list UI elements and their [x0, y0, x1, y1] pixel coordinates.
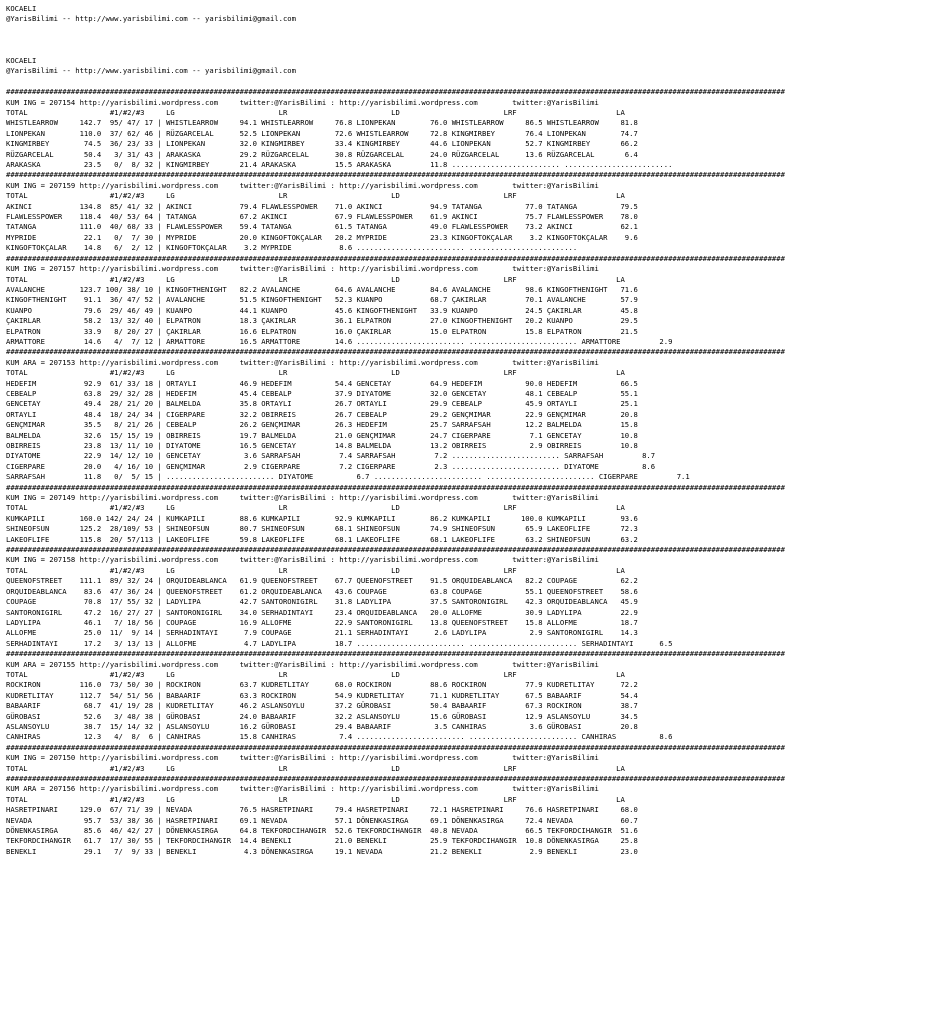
report-line: DÖNENKASIRGA 85.6 46/ 42/ 27 | DÖNENKASIRGA 64.8 TEKFORDCIHANGIR 52.6 TEKFORDCIHANGIR 40.8 NEVADA 66.5 TEKFORDCIHANGIR 51.6: [6, 826, 638, 836]
report-line: GENÇMIMAR 35.5 8/ 21/ 26 | CEBEALP 26.2 GENÇMIMAR 26.3 HEDEFIM 25.7 SARRAFSAH 12.2 BALMELDA 15.8: [6, 420, 638, 430]
report-line: CIGERPARE 20.0 4/ 16/ 10 | GENÇMIMAR 2.9 CIGERPARE 7.2 CIGERPARE 2.3 ......................... DIYATOME 8.6: [6, 461, 656, 471]
report-line: KOCAELI: [6, 4, 37, 13]
report-line: ELPATRON 33.9 8/ 20/ 27 | ÇAKIRLAR 16.6 ELPATRON 16.0 ÇAKIRLAR 15.0 ELPATRON 15.8 ELPATRON 21.5: [6, 326, 638, 336]
report-line: TOTAL #1/#2/#3 LG LR LD LRF LA: [6, 763, 625, 773]
report-line: ÇAKIRLAR 58.2 13/ 32/ 40 | ELPATRON 18.3 ÇAKIRLAR 36.1 ELPATRON 27.0 KINGOFTHENIGHT 20.2 KUANPO 29.5: [6, 316, 638, 326]
report-line: ROCKIRON 116.0 73/ 50/ 30 | ROCKIRON 63.7 KUDRETLITAY 68.0 ROCKIRON 88.6 ROCKIRON 77.9 KUDRETLITAY 72.2: [6, 680, 638, 690]
report-line: FLAWLESSPOWER 118.4 40/ 53/ 64 | TATANGA 67.2 AKINCI 67.9 FLAWLESSPOWER 61.9 AKINCI 75.7 FLAWLESSPOWER 78.0: [6, 212, 638, 222]
report-line: CANHIRAS 12.3 4/ 8/ 6 | CANHIRAS 15.8 CANHIRAS 7.4 ......................... ......................... CANHIRAS 8.6: [6, 732, 673, 742]
report-line: GENCETAY 49.4 28/ 21/ 20 | BALMELDA 35.8 ORTAYLI 26.7 ORTAYLI 29.9 CEBEALP 45.9 ORTAYLI 25.1: [6, 399, 638, 409]
report-line: ARMATTORE 14.6 4/ 7/ 12 | ARMATTORE 16.5 ARMATTORE 14.6 ......................... ......................... ARMATTORE 2.9: [6, 336, 673, 346]
report-line: KUM ARA = 207155 http://yarisbilimi.wordpress.com twitter:@YarisBilimi : http://yarisbilimi.wordpress.com twitter:@YarisBilimi: [6, 659, 599, 669]
report-line: @YarisBilimi -- http://www.yarisbilimi.com -- yarisbilimi@gmail.com: [6, 66, 296, 76]
report-line: COUPAGE 70.8 17/ 55/ 32 | LADYLIPA 42.7 SANTORONIGIRL 31.8 LADYLIPA 37.5 SANTORONIGIRL 42.3 ORQUIDEABLANCA 45.9: [6, 597, 638, 607]
report-line: SERHADINTAYI 17.2 3/ 13/ 13 | ALLOFME 4.7 LADYLIPA 18.7 ......................... ......................... SERHADINTAYI 6.5: [6, 638, 673, 648]
report-line: MYPRIDE 22.1 0/ 7/ 30 | MYPRIDE 20.0 KINGOFTOKÇALAR 20.2 MYPRIDE 23.3 KINGOFTOKÇALAR 3.2 KINGOFTOKÇALAR 9.6: [6, 232, 638, 242]
report-line: ####################################################################################################################################################################################: [6, 253, 785, 263]
report-line: RÜZGARCELAL 50.4 3/ 31/ 43 | ARAKASKA 29.2 RÜZGARCELAL 30.8 RÜZGARCELAL 24.0 RÜZGARCELAL 13.6 RÜZGARCELAL 6.4: [6, 149, 638, 159]
report-line: TATANGA 111.0 40/ 68/ 33 | FLAWLESSPOWER 59.4 TATANGA 61.5 TATANGA 49.0 FLAWLESSPOWER 73.2 AKINCI 62.1: [6, 222, 638, 232]
report-line: KUM ING = 207149 http://yarisbilimi.wordpress.com twitter:@YarisBilimi : http://yarisbilimi.wordpress.com twitter:@YarisBilimi: [6, 493, 599, 503]
report-line: HEDEFIM 92.9 61/ 33/ 18 | ORTAYLI 46.9 HEDEFIM 54.4 GENCETAY 64.9 HEDEFIM 90.0 HEDEFIM 66.5: [6, 378, 638, 388]
report-line: TOTAL #1/#2/#3 LG LR LD LRF LA: [6, 565, 625, 575]
report-line: ALLOFME 25.0 11/ 9/ 14 | SERHADINTAYI 7.9 COUPAGE 21.1 SERHADINTAYI 2.6 LADYLIPA 2.9 SANTORONIGIRL 14.3: [6, 628, 638, 638]
report-line: ####################################################################################################################################################################################: [6, 482, 785, 492]
report-line: TOTAL #1/#2/#3 LG LR LD LRF LA: [6, 669, 625, 679]
report-line: KOCAELI: [6, 55, 37, 65]
report-line: KUANPO 79.6 29/ 46/ 49 | KUANPO 44.1 KUANPO 45.6 KINGOFTHENIGHT 33.9 KUANPO 24.5 ÇAKIRLAR 45.8: [6, 305, 638, 315]
report-line: ASLANSOYLU 38.7 15/ 14/ 32 | ASLANSOYLU 16.2 GÜROBASI 29.4 BABAARIF 3.5 CANHIRAS 3.6 GÜROBASI 20.8: [6, 721, 638, 731]
report-line: AVALANCHE 123.7 100/ 38/ 10 | KINGOFTHENIGHT 82.2 AVALANCHE 64.6 AVALANCHE 84.6 AVALANCHE 98.6 KINGOFTHENIGHT 71.6: [6, 284, 638, 294]
report-line: QUEENOFSTREET 111.1 89/ 32/ 24 | ORQUIDEABLANCA 61.9 QUEENOFSTREET 67.7 QUEENOFSTREET 91.5 ORQUIDEABLANCA 82.2 COUPAGE 62.2: [6, 576, 638, 586]
report-line: OBIRREIS 23.8 13/ 11/ 10 | DIYATOME 16.5 GENCETAY 14.8 BALMELDA 13.2 OBIRREIS 2.9 OBIRREIS 10.8: [6, 441, 638, 450]
report-line: SARRAFSAH 11.8 0/ 5/ 15 | ......................... DIYATOME 6.7 ......................... ......................... CIGERPARE 7.1: [6, 472, 690, 482]
report-line: ARAKASKA 23.5 0/ 8/ 32 | KINGMIRBEY 21.4 ARAKASKA 15.5 ARAKASKA 11.8 ......................... .........................: [6, 160, 673, 170]
report-line: LAKEOFLIFE 115.8 20/ 57/113 | LAKEOFLIFE 59.8 LAKEOFLIFE 68.1 LAKEOFLIFE 68.1 LAKEOFLIFE 63.2 SHINEOFSUN 63.2: [6, 534, 638, 544]
report-line: KUMKAPILI 160.0 142/ 24/ 24 | KUMKAPILI 88.6 KUMKAPILI 92.9 KUMKAPILI 86.2 KUMKAPILI 100.0 KUMKAPILI 93.6: [6, 513, 638, 523]
report-line: ####################################################################################################################################################################################: [6, 774, 785, 783]
report-line: KUM ING = 207159 http://yarisbilimi.wordpress.com twitter:@YarisBilimi : http://yarisbilimi.wordpress.com twitter:@YarisBilimi: [6, 180, 599, 190]
report-line: [6, 25, 947, 35]
report-line: HASRETPINARI 129.0 67/ 71/ 39 | NEVADA 76.5 HASRETPINARI 79.4 HASRETPINARI 72.1 HASRETPINARI 76.6 HASRETPINARI 68.0: [6, 805, 638, 815]
report-line: BABAARIF 68.7 41/ 19/ 28 | KUDRETLITAY 46.2 ASLANSOYLU 37.2 GÜROBASI 50.4 BABAARIF 67.3 ROCKIRON 38.7: [6, 701, 638, 711]
report-line: ORTAYLI 48.4 18/ 24/ 34 | CIGERPARE 32.2 OBIRREIS 26.7 CEBEALP 29.2 GENÇMIMAR 22.9 GENÇMIMAR 20.8: [6, 409, 638, 419]
report-line: ####################################################################################################################################################################################: [6, 87, 785, 97]
report-line: SANTORONIGIRL 47.2 16/ 27/ 27 | SANTORONIGIRL 34.0 SERHADINTAYI 23.4 ORQUIDEABLANCA 20.0 ALLOFME 30.9 LADYLIPA 22.9: [6, 607, 638, 617]
report-line: KUM ING = 207154 http://yarisbilimi.wordpress.com twitter:@YarisBilimi : http://yarisbilimi.wordpress.com twitter:@YarisBilimi: [6, 97, 599, 107]
report-line: CEBEALP 63.8 29/ 32/ 28 | HEDEFIM 45.4 CEBEALP 37.9 DIYATOME 32.0 GENCETAY 48.1 CEBEALP 55.1: [6, 388, 638, 398]
report-line: WHISTLEARROW 142.7 95/ 47/ 17 | WHISTLEARROW 94.1 WHISTLEARROW 76.8 LIONPEKAN 76.0 WHISTLEARROW 86.5 WHISTLEARROW 81.8: [6, 118, 638, 128]
report-line: TOTAL #1/#2/#3 LG LR LD LRF LA: [6, 274, 625, 284]
report-line: [6, 46, 947, 56]
report-line: ####################################################################################################################################################################################: [6, 649, 785, 659]
report-line: TOTAL #1/#2/#3 LG LR LD LRF LA: [6, 368, 625, 378]
report-line: LIONPEKAN 110.0 37/ 62/ 46 | RÜZGARCELAL 52.5 LIONPEKAN 72.6 WHISTLEARROW 72.8 KINGMIRBEY 76.4 LIONPEKAN 74.7: [6, 128, 638, 138]
report-line: TOTAL #1/#2/#3 LG LR LD LRF LA: [6, 191, 625, 201]
report-line: ORQUIDEABLANCA 83.6 47/ 36/ 24 | QUEENOFSTREET 61.2 ORQUIDEABLANCA 43.6 COUPAGE 63.8 COUPAGE 55.1 QUEENOFSTREET 58.6: [6, 586, 638, 596]
report-line: KINGMIRBEY 74.5 36/ 23/ 33 | LIONPEKAN 32.0 KINGMIRBEY 33.4 KINGMIRBEY 44.6 LIONPEKAN 52.7 KINGMIRBEY 66.2: [6, 139, 638, 149]
report-line: AKINCI 134.8 85/ 41/ 32 | AKINCI 79.4 FLAWLESSPOWER 71.0 AKINCI 94.9 TATANGA 77.0 TATANGA 79.5: [6, 201, 638, 211]
report-line: TEKFORDCIHANGIR 61.7 17/ 30/ 55 | TEKFORDCIHANGIR 14.4 BENEKLI 21.0 BENEKLI 25.9 TEKFORDCIHANGIR 10.8 DÖNENKASIRGA 25.8: [6, 836, 638, 846]
report-line: BENEKLI 29.1 7/ 9/ 33 | BENEKLI 4.3 DÖNENKASIRGA 19.1 NEVADA 21.2 BENEKLI 2.9 BENEKLI 23.0: [6, 846, 638, 856]
report-line: ####################################################################################################################################################################################: [6, 170, 785, 180]
report-line: NEVADA 95.7 53/ 38/ 36 | HASRETPINARI 69.1 NEVADA 57.1 DÖNENKASIRGA 69.1 DÖNENKASIRGA 72.4 NEVADA 60.7: [6, 815, 638, 825]
report-line: KINGOFTHENIGHT 91.1 36/ 47/ 52 | AVALANCHE 51.5 KINGOFTHENIGHT 52.3 KUANPO 68.7 ÇAKIRLAR 70.1 AVALANCHE 57.9: [6, 295, 638, 305]
report-line: TOTAL #1/#2/#3 LG LR LD LRF LA: [6, 794, 625, 804]
report-line: KUDRETLITAY 112.7 54/ 51/ 56 | BABAARIF 63.3 ROCKIRON 54.9 KUDRETLITAY 71.1 KUDRETLITAY 67.5 BABAARIF 54.4: [6, 690, 638, 700]
report-line: [6, 77, 947, 87]
report-line: [6, 35, 947, 45]
report-line: ####################################################################################################################################################################################: [6, 347, 785, 357]
report-line: KUM ARA = 207156 http://yarisbilimi.wordpress.com twitter:@YarisBilimi : http://yarisbilimi.wordpress.com twitter:@YarisBilimi: [6, 784, 599, 794]
report-line: TOTAL #1/#2/#3 LG LR LD LRF LA: [6, 108, 625, 117]
report-line: KUM ING = 207157 http://yarisbilimi.wordpress.com twitter:@YarisBilimi : http://yarisbilimi.wordpress.com twitter:@YarisBilimi: [6, 264, 599, 274]
report-line: KUM ARA = 207153 http://yarisbilimi.wordpress.com twitter:@YarisBilimi : http://yarisbilimi.wordpress.com twitter:@YarisBilimi: [6, 357, 599, 367]
report-line: GÜROBASI 52.6 3/ 48/ 38 | GÜROBASI 24.0 BABAARIF 32.2 ASLANSOYLU 15.6 GÜROBASI 12.9 ASLANSOYLU 34.5: [6, 711, 638, 721]
report-line: ####################################################################################################################################################################################: [6, 545, 785, 555]
report-line: BALMELDA 32.6 15/ 15/ 19 | OBIRREIS 19.7 BALMELDA 21.0 GENÇMIMAR 24.7 CIGERPARE 7.1 GENCETAY 10.8: [6, 430, 638, 440]
report-line: LADYLIPA 46.1 7/ 18/ 56 | COUPAGE 16.9 ALLOFME 22.9 SANTORONIGIRL 13.8 QUEENOFSTREET 15.8 ALLOFME 18.7: [6, 617, 638, 627]
report-line: DIYATOME 22.9 14/ 12/ 10 | GENCETAY 3.6 SARRAFSAH 7.4 SARRAFSAH 7.2 ......................... SARRAFSAH 8.7: [6, 451, 656, 461]
report-line: TOTAL #1/#2/#3 LG LR LD LRF LA: [6, 503, 625, 513]
report-line: KUM ING = 207150 http://yarisbilimi.wordpress.com twitter:@YarisBilimi : http://yarisbilimi.wordpress.com twitter:@YarisBilimi: [6, 753, 599, 763]
report-line: ####################################################################################################################################################################################: [6, 742, 785, 752]
report-line: SHINEOFSUN 125.2 28/109/ 53 | SHINEOFSUN 80.7 SHINEOFSUN 68.1 SHINEOFSUN 74.9 SHINEOFSUN 65.9 LAKEOFLIFE 72.3: [6, 524, 638, 534]
report-line: KINGOFTOKÇALAR 14.8 6/ 2/ 12 | KINGOFTOKÇALAR 3.2 MYPRIDE 8.6 ......................... .........................: [6, 243, 578, 253]
report-line: @YarisBilimi -- http://www.yarisbilimi.com -- yarisbilimi@gmail.com: [6, 14, 296, 24]
report-line: KUM ING = 207158 http://yarisbilimi.wordpress.com twitter:@YarisBilimi : http://yarisbilimi.wordpress.com twitter:@YarisBilimi: [6, 555, 599, 565]
